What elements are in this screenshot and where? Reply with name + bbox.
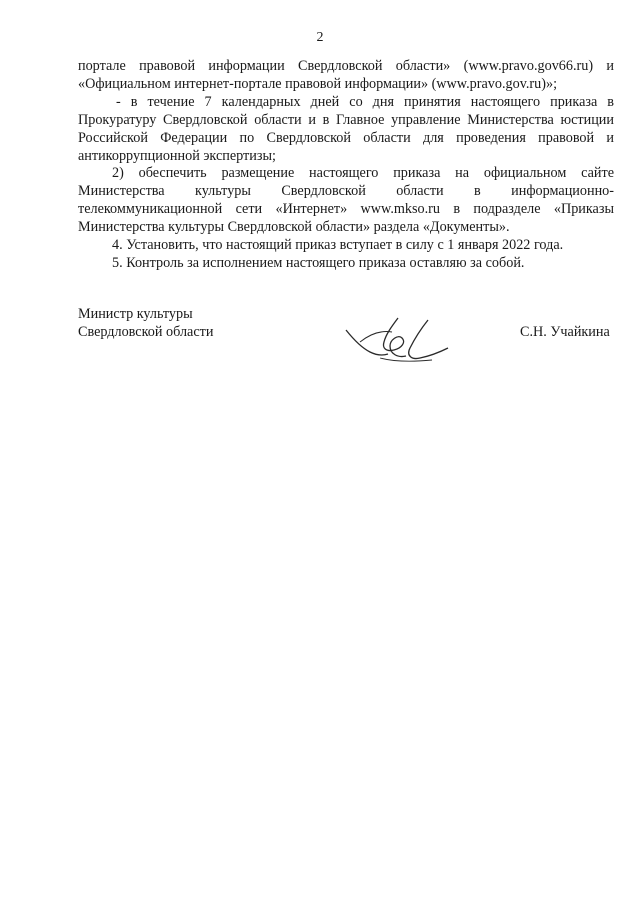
paragraph-website-publication: 2) обеспечить размещение настоящего приказа на официальном сайте Министерства культуры Свердловской области в информационно-телекоммуникационной сети «Интернет» www.mkso.ru в подразделе «Приказы Министерства культуры Свердловской области» раздела «Документы». — [78, 165, 614, 236]
paragraph-control: 5. Контроль за исполнением настоящего приказа оставляю за собой. — [112, 254, 525, 271]
document-body — [78, 58, 614, 273]
page-number: 2 — [316, 30, 324, 45]
paragraph-prosecutor-submission: - в течение 7 календарных дней со дня принятия настоящего приказа в Прокуратуру Свердловской области и в Главное управление Министерства юстиции Российской Федерации по Свердловской области для проведения правовой и антикоррупционной экспертизы; — [78, 93, 614, 164]
handwritten-signature — [340, 312, 450, 368]
signatory-title — [78, 305, 213, 341]
signatory-name: С.Н. Учайкина — [520, 324, 610, 340]
paragraph-portal-continuation: порталe правовой информации Свердловской области» (www.pravo.gov66.ru) и «Официальном интернет-портале правовой информации» (www.pravo.gov.ru)»; — [78, 58, 614, 92]
signatory-title-line2: Свердловской области — [78, 324, 214, 340]
paragraph-effective-date: 4. Установить, что настоящий приказ вступает в силу с 1 января 2022 года. — [112, 237, 564, 254]
signatory-title-line1: Министр культуры — [78, 306, 193, 322]
